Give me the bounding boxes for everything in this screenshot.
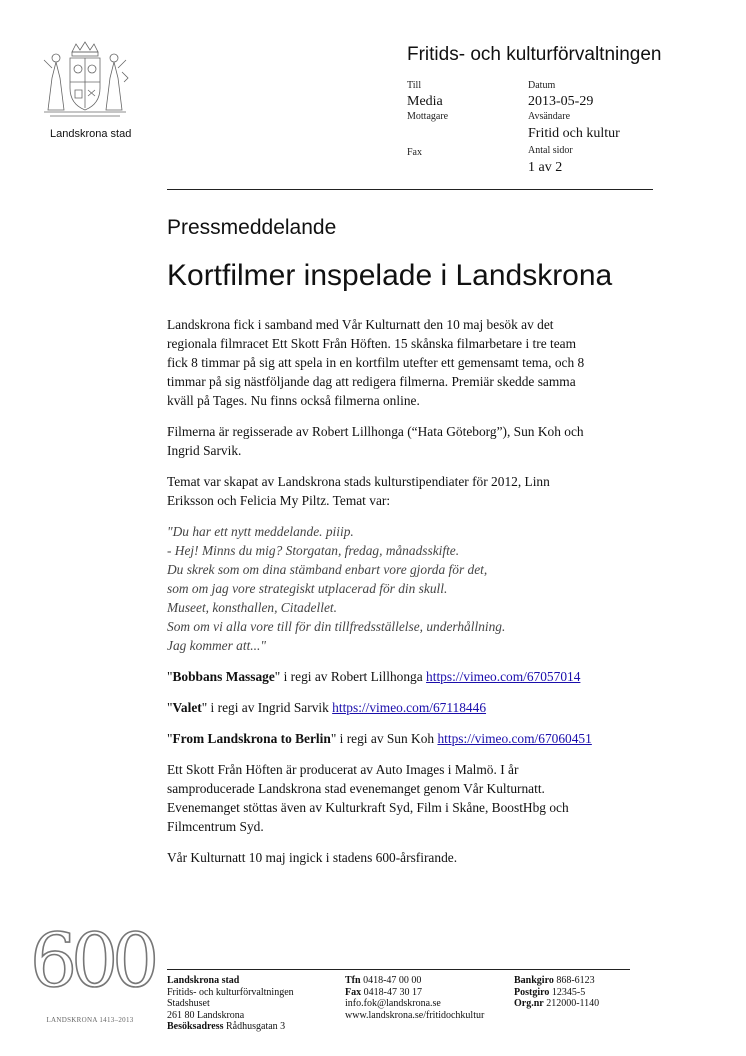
text-line: kväll på Tages. Nu finns också filmerna online. (167, 393, 420, 408)
phone-value: 0418-47 00 00 (363, 975, 422, 986)
film-title: Bobbans Massage (172, 669, 275, 684)
film-credit: " i regi av Sun Koh (330, 731, 438, 746)
quote-line: Jag kommer att..." (167, 638, 266, 653)
text-line: fick 8 timmar på sig att spela in en kortfilm utefter ett gemensamt tema, och 8 (167, 355, 585, 370)
anniversary-number: 600 (30, 918, 154, 1004)
postgiro-value: 12345-5 (551, 986, 586, 998)
mottagare-label: Mottagare (407, 111, 449, 122)
footer-org-name: Landskrona stad (167, 975, 240, 986)
paragraph-theme (167, 472, 657, 510)
text-line: Ingrid Sarvik. (167, 443, 242, 458)
visit-address: Rådhusgatan 3 (226, 1021, 286, 1032)
datum-value: 2013-05-29 (528, 94, 594, 109)
film-credit: " i regi av Ingrid Sarvik (201, 700, 333, 715)
antal-sidor-label: Antal sidor (528, 145, 573, 156)
text-line: Filmerna är regisserade av Robert Lillhonga (“Hata Göteborg”), Sun Koh och (167, 424, 584, 439)
quote-open: " (167, 731, 173, 746)
film-entry (167, 729, 657, 748)
header-divider (167, 189, 653, 190)
anniversary-logo (30, 918, 154, 1028)
datum-label: Datum (528, 80, 556, 91)
quote-line: som om jag vore strategiskt utplacerad för din skull. (167, 581, 448, 596)
quote-line: - Hej! Minns du mig? Storgatan, fredag, månadsskifte. (167, 543, 460, 558)
film-entry (167, 698, 657, 717)
phone-label: Tfn (345, 975, 361, 986)
theme-quote (167, 522, 657, 655)
fax-label: Fax (407, 147, 422, 158)
text-line: Eriksson och Felicia My Piltz. Temat var: (167, 493, 391, 508)
footer-bank (514, 975, 599, 1010)
quote-open: " (167, 669, 173, 684)
avsandare-label: Avsändare (528, 111, 571, 122)
quote-line: "Du har ett nytt meddelande. piiip. (167, 524, 354, 539)
fax-footer-label: Fax (345, 986, 362, 998)
film-credit: " i regi av Robert Lillhonga (274, 669, 427, 684)
footer-line: Stadshuset (167, 998, 210, 1009)
film-title: From Landskrona to Berlin (172, 731, 331, 746)
orgnr-label: Org.nr (514, 998, 544, 1009)
avsandare-value: Fritid och kultur (528, 126, 620, 141)
text-line: Temat var skapat av Landskrona stads kulturstipendiater för 2012, Linn (167, 474, 550, 489)
text-line: Landskrona fick i samband med Vår Kulturnatt den 10 maj besök av det (167, 317, 554, 332)
text-line: Ett Skott Från Höften är producerat av Auto Images i Malmö. I år (167, 762, 519, 777)
city-label: Landskrona stad (50, 128, 132, 140)
paragraph-intro (167, 315, 657, 410)
text-line: timmar på sig nästföljande dag att redigera filmerna. Premiär skedde samma (167, 374, 576, 389)
quote-open: " (167, 700, 173, 715)
paragraph-closing: Vår Kulturnatt 10 maj ingick i stadens 600-årsfirande. (167, 850, 458, 865)
orgnr-value: 212000-1140 (546, 998, 600, 1009)
email-link[interactable]: info.fok@landskrona.se (345, 998, 441, 1009)
department-title: Fritids- och kulturförvaltningen (407, 44, 662, 65)
web-link[interactable]: www.landskrona.se/fritidochkultur (345, 1009, 485, 1021)
footer-divider (167, 969, 630, 970)
film-link[interactable]: https://vimeo.com/67057014 (426, 669, 581, 684)
footer-line: 261 80 Landskrona (167, 1009, 245, 1021)
paragraph-directors (167, 422, 657, 460)
quote-line: Museet, konsthallen, Citadellet. (167, 600, 337, 615)
page-title: Kortfilmer inspelade i Landskrona (167, 259, 613, 292)
anniversary-text: LANDSKRONA 1413–2013 (46, 1016, 134, 1024)
coat-of-arms-icon (40, 38, 130, 128)
film-link[interactable]: https://vimeo.com/67118446 (332, 700, 487, 715)
paragraph-producer (167, 760, 657, 836)
footer-contact (345, 975, 484, 1021)
film-entry (167, 667, 657, 686)
quote-line: Du skrek som om dina stämband enbart vore gjorda för det, (167, 562, 488, 577)
till-label: Till (407, 80, 422, 91)
footer-line: Fritids- och kulturförvaltningen (167, 986, 294, 998)
film-title: Valet (172, 700, 202, 715)
till-value: Media (407, 94, 443, 109)
fax-footer-value: 0418-47 30 17 (363, 986, 422, 998)
bankgiro-label: Bankgiro (514, 975, 554, 986)
footer-address (167, 975, 294, 1033)
postgiro-label: Postgiro (514, 986, 550, 998)
text-line: Evenemanget stöttas även av Kulturkraft Syd, Film i Skåne, BoostHbg och (167, 800, 569, 815)
antal-sidor-value: 1 av 2 (528, 160, 563, 175)
text-line: Filmcentrum Syd. (167, 819, 264, 834)
bankgiro-value: 868-6123 (556, 975, 595, 986)
text-line: samproducerade Landskrona stad evenemanget genom Vår Kulturnatt. (167, 781, 545, 796)
text-line: regionala filmracet Ett Skott Från Höften. 15 skånska filmarbetare i tre team (167, 336, 577, 351)
quote-line: Som om vi alla vore till för din tillfredsställelse, underhållning. (167, 619, 506, 634)
doc-kind: Pressmeddelande (167, 216, 337, 239)
visit-label: Besöksadress (167, 1021, 224, 1032)
film-link[interactable]: https://vimeo.com/67060451 (437, 731, 592, 746)
body-text (167, 315, 657, 867)
